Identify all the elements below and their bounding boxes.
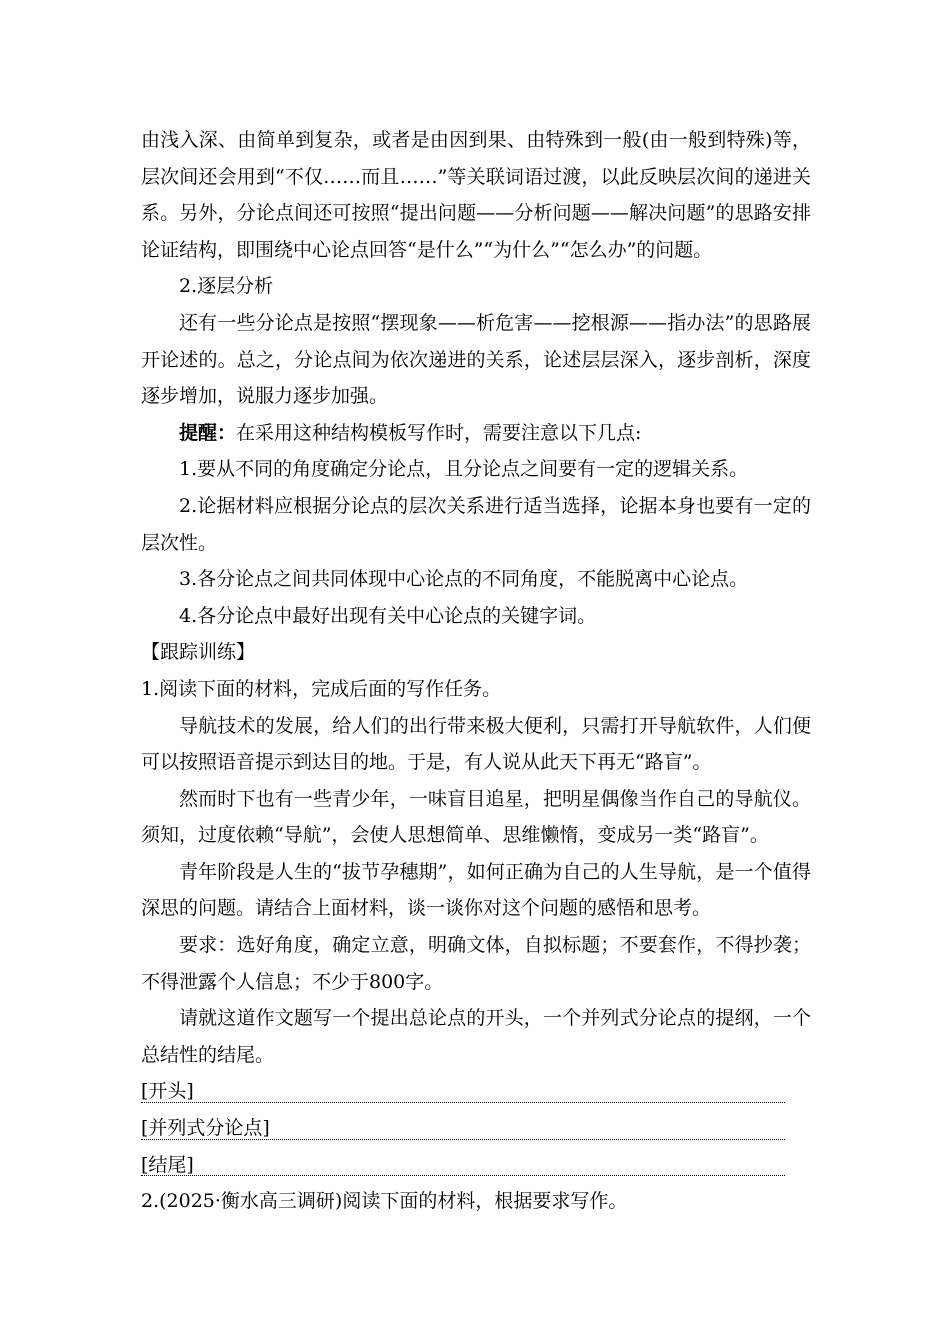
tip-intro [141,415,811,452]
document-body [141,122,811,1220]
tip-label: 提醒： [179,421,237,444]
answer-label-opening: [开头] [141,1080,194,1103]
question-1: 1.阅读下面的材料，完成后面的写作任务。 [141,677,502,700]
tip-intro-text: 在采用这种结构模板写作时，需要注意以下几点: [236,421,642,444]
question-2: 2.(2025·衡水高三调研)阅读下面的材料，根据要求写作。 [141,1190,628,1213]
tip-item-4: 4.各分论点中最好出现有关中心论点的关键字词。 [179,604,597,627]
tip-item-3: 3.各分论点之间共同体现中心论点的不同角度，不能脱离中心论点。 [179,568,749,591]
section-heading-practice: 【跟踪训练】 [141,641,256,664]
material-paragraph-2: 然而时下也有一些青少年，一味盲目追星，把明星偶像当作自己的导航仪。须知，过度依赖“导航”，会使人思想简单、思维懒惰，变成另一类“路盲”。 [141,787,811,847]
answer-label-subpoints: [并列式分论点] [141,1117,270,1140]
paragraph-layer-analysis: 还有一些分论点是按照“摆现象——析危害——挖根源——指办法”的思路展开论述的。总之，分论点间为依次递进的关系，论述层层深入，逐步剖析，深度逐步增加，说服力逐步加强。 [141,311,811,408]
answer-line-subpoints[interactable] [141,1110,811,1147]
answer-line-ending[interactable] [141,1147,811,1184]
answer-label-ending: [结尾] [141,1153,194,1176]
tip-item-1: 1.要从不同的角度确定分论点，且分论点之间要有一定的逻辑关系。 [179,458,749,481]
tip-item-2: 2.论据材料应根据分论点的层次关系进行适当选择，论据本身也要有一定的层次性。 [141,494,811,554]
requirements: 要求：选好角度，确定立意，明确文体，自拟标题；不要套作，不得抄袭；不得泄露个人信息；不少于800字。 [141,934,811,993]
heading-layer-analysis: 2.逐层分析 [179,275,274,298]
paragraph-layered-reasoning: 由浅入深、由简单到复杂，或者是由因到果、由特殊到一般(由一般到特殊)等，层次间还会用到“不仅……而且……”等关联词语过渡，以此反映层次间的递进关系。另外，分论点间还可按照“提出问题——分析问题——解决问题”的思路安排论证结构，即围绕中心论点回答“是什么”“为什么”“怎么办”的问题。 [141,129,811,261]
writing-task: 请就这道作文题写一个提出总论点的开头，一个并列式分论点的提纲，一个总结性的结尾。 [141,1007,811,1066]
material-paragraph-3: 青年阶段是人生的“拔节孕穗期”，如何正确为自己的人生导航，是一个值得深思的问题。请结合上面材料，谈一谈你对这个问题的感悟和思考。 [141,860,811,920]
material-paragraph-1: 导航技术的发展，给人们的出行带来极大便利，只需打开导航软件，人们便可以按照语音提示到达目的地。于是，有人说从此天下再无“路盲”。 [141,714,811,774]
answer-line-opening[interactable] [141,1073,811,1110]
